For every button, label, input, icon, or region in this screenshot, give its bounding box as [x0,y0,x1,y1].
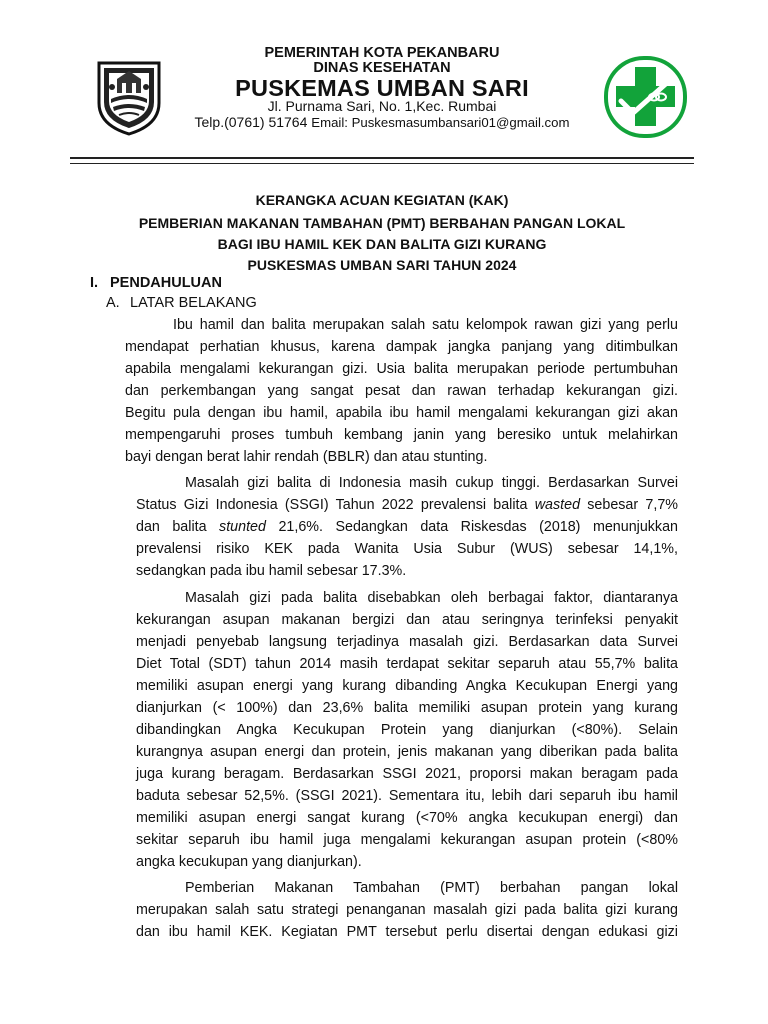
document-title-line: KERANGKA ACUAN KEGIATAN (KAK) [255,192,509,208]
paragraph-line: Ibu hamil dan balita merupakan salah satu kelompok rawan gizi yang perlu [173,317,678,333]
paragraph-line: menjadi penyebab langsung terjadinya masalah gizi. Berdasarkan data Survei [136,634,678,650]
paragraph-line: Status Gizi Indonesia (SSGI) Tahun 2022 prevalensi balita wasted sebesar 7,7% [136,497,678,513]
green-cross-health-logo [603,55,688,139]
letterhead-rule-thin [70,163,694,164]
paragraph-line: dan perkembangan yang sangat pesat dan rawan terhadap kekurangan gizi. [125,383,678,399]
paragraph-line: apabila mengalami kekurangan gizi. Usia balita merupakan periode pertumbuhan [125,361,678,377]
letterhead-department: DINAS KESEHATAN [313,60,451,76]
term-stunted: stunted [219,519,266,535]
paragraph-line: sedangkan pada ibu hamil sebesar 17.3%. [136,563,407,579]
section-title: PENDAHULUAN [110,275,222,291]
document-title-line: PEMBERIAN MAKANAN TAMBAHAN (PMT) BERBAHAN PANGAN LOKAL [138,215,626,231]
paragraph-line: dianjurkan (< 100%) dan 23,6% balita memiliki asupan protein yang kurang [136,700,678,716]
letterhead-government: PEMERINTAH KOTA PEKANBARU [264,45,500,61]
paragraph-line: memiliki asupan energi yang kurang dibanding Angka Kecukupan Energi yang [136,678,678,694]
paragraph-line: prevalensi risiko KEK pada Wanita Usia Subur (WUS) sebesar 14,1%, [136,541,678,557]
paragraph-line: Begitu pula dengan ibu hamil, apabila ibu hamil mengalami kekurangan gizi akan [125,405,678,421]
paragraph-line: mempengaruhi proses tumbuh kembang janin yang beresiko untuk melahirkan [125,427,678,443]
paragraph-line: Masalah gizi balita di Indonesia masih cukup tinggi. Berdasarkan Survei [185,475,678,491]
letterhead-address: Jl. Purnama Sari, No. 1,Kec. Rumbai [267,98,497,114]
paragraph-line: Masalah gizi pada balita disebabkan oleh berbagai faktor, diantaranya [185,590,678,606]
term-wasted: wasted [534,497,581,513]
subsection-heading [106,293,257,313]
document-title-line: BAGI IBU HAMIL KEK DAN BALITA GIZI KURANG [217,236,547,252]
paragraph-line: sekitar separuh ibu hamil juga mengalami kekurangan asupan protein (<80% [136,832,678,848]
paragraph-line: merupakan salah satu strategi penanganan masalah gizi pada balita gizi kurang [136,902,678,918]
letterhead-rule-thick [70,157,694,159]
document-title-line: PUSKESMAS UMBAN SARI TAHUN 2024 [247,257,517,273]
subsection-title: LATAR BELAKANG [130,295,257,311]
letterhead-contact [150,114,614,131]
paragraph-line: dan balita stunted 21,6%. Sedangkan data Riskesdas (2018) menunjukkan [136,519,678,535]
paragraph-line: kekurangan asupan makanan bergizi dan atau seringnya terinfeksi penyakit [136,612,678,628]
paragraph-line: kurangnya asupan energi dan protein, jenis makanan yang diberikan pada balita [136,744,678,760]
letterhead-phone: Telp.(0761) 51764 [194,114,308,130]
paragraph-line: juga kurang beragam. Berdasarkan SSGI 2021, proporsi makan beragam pada [136,766,678,782]
section-number: I. [90,275,99,291]
paragraph-line: baduta sebesar 52,5%. (SSGI 2021). Sementara itu, lebih dari separuh ibu hamil [136,788,678,804]
letterhead-email: Email: Puskesmasumbansari01@gmail.com [311,115,570,130]
paragraph-line: mendapat perhatian khusus, karena dampak jangka panjang yang ditimbulkan [125,339,678,355]
paragraph-line: Diet Total (SDT) tahun 2014 masih terdapat sekitar separuh atau 55,7% balita [136,656,678,672]
section-heading [90,273,222,293]
paragraph-line: bayi dengan berat lahir rendah (BBLR) dan atau stunting. [125,449,488,465]
paragraph-line: Pemberian Makanan Tambahan (PMT) berbahan pangan lokal [185,880,678,896]
subsection-number: A. [106,295,120,311]
paragraph-line: angka kecukupan yang dianjurkan). [136,854,362,870]
paragraph-line: dibandingkan Angka Kecukupan Protein yang dianjurkan (<80%). Selain [136,722,678,738]
letterhead-name: PUSKEMAS UMBAN SARI [235,75,529,101]
paragraph-line: memiliki asupan energi sangat kurang (<70% angka kecukupan energi) dan [136,810,678,826]
paragraph-line: dan ibu hamil KEK. Kegiatan PMT tersebut perlu disertai dengan edukasi gizi [136,924,678,940]
